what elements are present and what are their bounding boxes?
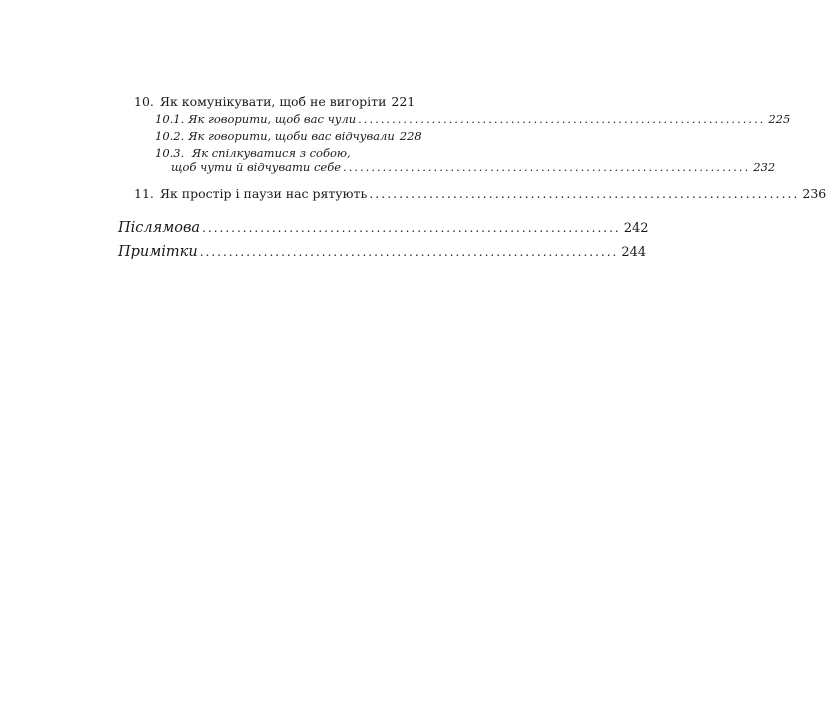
toc-entry-page: 221 bbox=[391, 94, 416, 109]
toc-entry-page: 225 bbox=[768, 112, 791, 126]
toc-entry-afterword bbox=[118, 220, 649, 236]
toc-entry-title: Як говорити, щоби вас відчували bbox=[188, 129, 395, 143]
toc-entry-title: Як комунікувати, щоб не вигоріти bbox=[159, 94, 387, 109]
toc-entry-title: Як простір і паузи нас рятують bbox=[159, 186, 368, 201]
toc-entry-10-2 bbox=[155, 129, 422, 143]
toc-entry-number: 10.2. bbox=[155, 129, 185, 143]
toc-entry-title-continued: щоб чути й відчувати себе bbox=[171, 160, 342, 174]
dot-leader: ........................................................................ bbox=[358, 112, 766, 126]
toc-entry-title: Післямова bbox=[118, 220, 201, 236]
toc-entry-10-1 bbox=[155, 112, 791, 126]
dot-leader: ........................................................................ bbox=[199, 245, 619, 259]
toc-entry-number: 11. bbox=[134, 186, 154, 201]
toc-entry-notes bbox=[118, 244, 647, 260]
toc-entry-page: 232 bbox=[753, 160, 776, 174]
dot-leader: ........................................................................ bbox=[343, 160, 751, 174]
toc-entry-page: 228 bbox=[399, 129, 422, 143]
dot-leader: ........................................................................ bbox=[369, 186, 800, 201]
toc-entry-page: 244 bbox=[621, 245, 647, 260]
toc-entry-page: 242 bbox=[623, 221, 649, 236]
toc-entry-10 bbox=[134, 94, 416, 109]
toc-entry-number: 10.1. bbox=[155, 112, 185, 126]
toc-entry-page: 236 bbox=[802, 186, 826, 201]
toc-entry-number: 10. bbox=[134, 94, 154, 109]
toc-entry-number: 10.3. bbox=[155, 146, 185, 160]
dot-leader: ........................................................................ bbox=[202, 221, 621, 235]
toc-entry-11 bbox=[134, 186, 826, 201]
toc-entry-title: Примітки bbox=[118, 244, 198, 260]
toc-entry-10-3 bbox=[155, 146, 776, 174]
toc-entry-title: Як спілкуватися з собою, bbox=[191, 146, 351, 160]
toc-entry-title: Як говорити, щоб вас чули bbox=[188, 112, 357, 126]
